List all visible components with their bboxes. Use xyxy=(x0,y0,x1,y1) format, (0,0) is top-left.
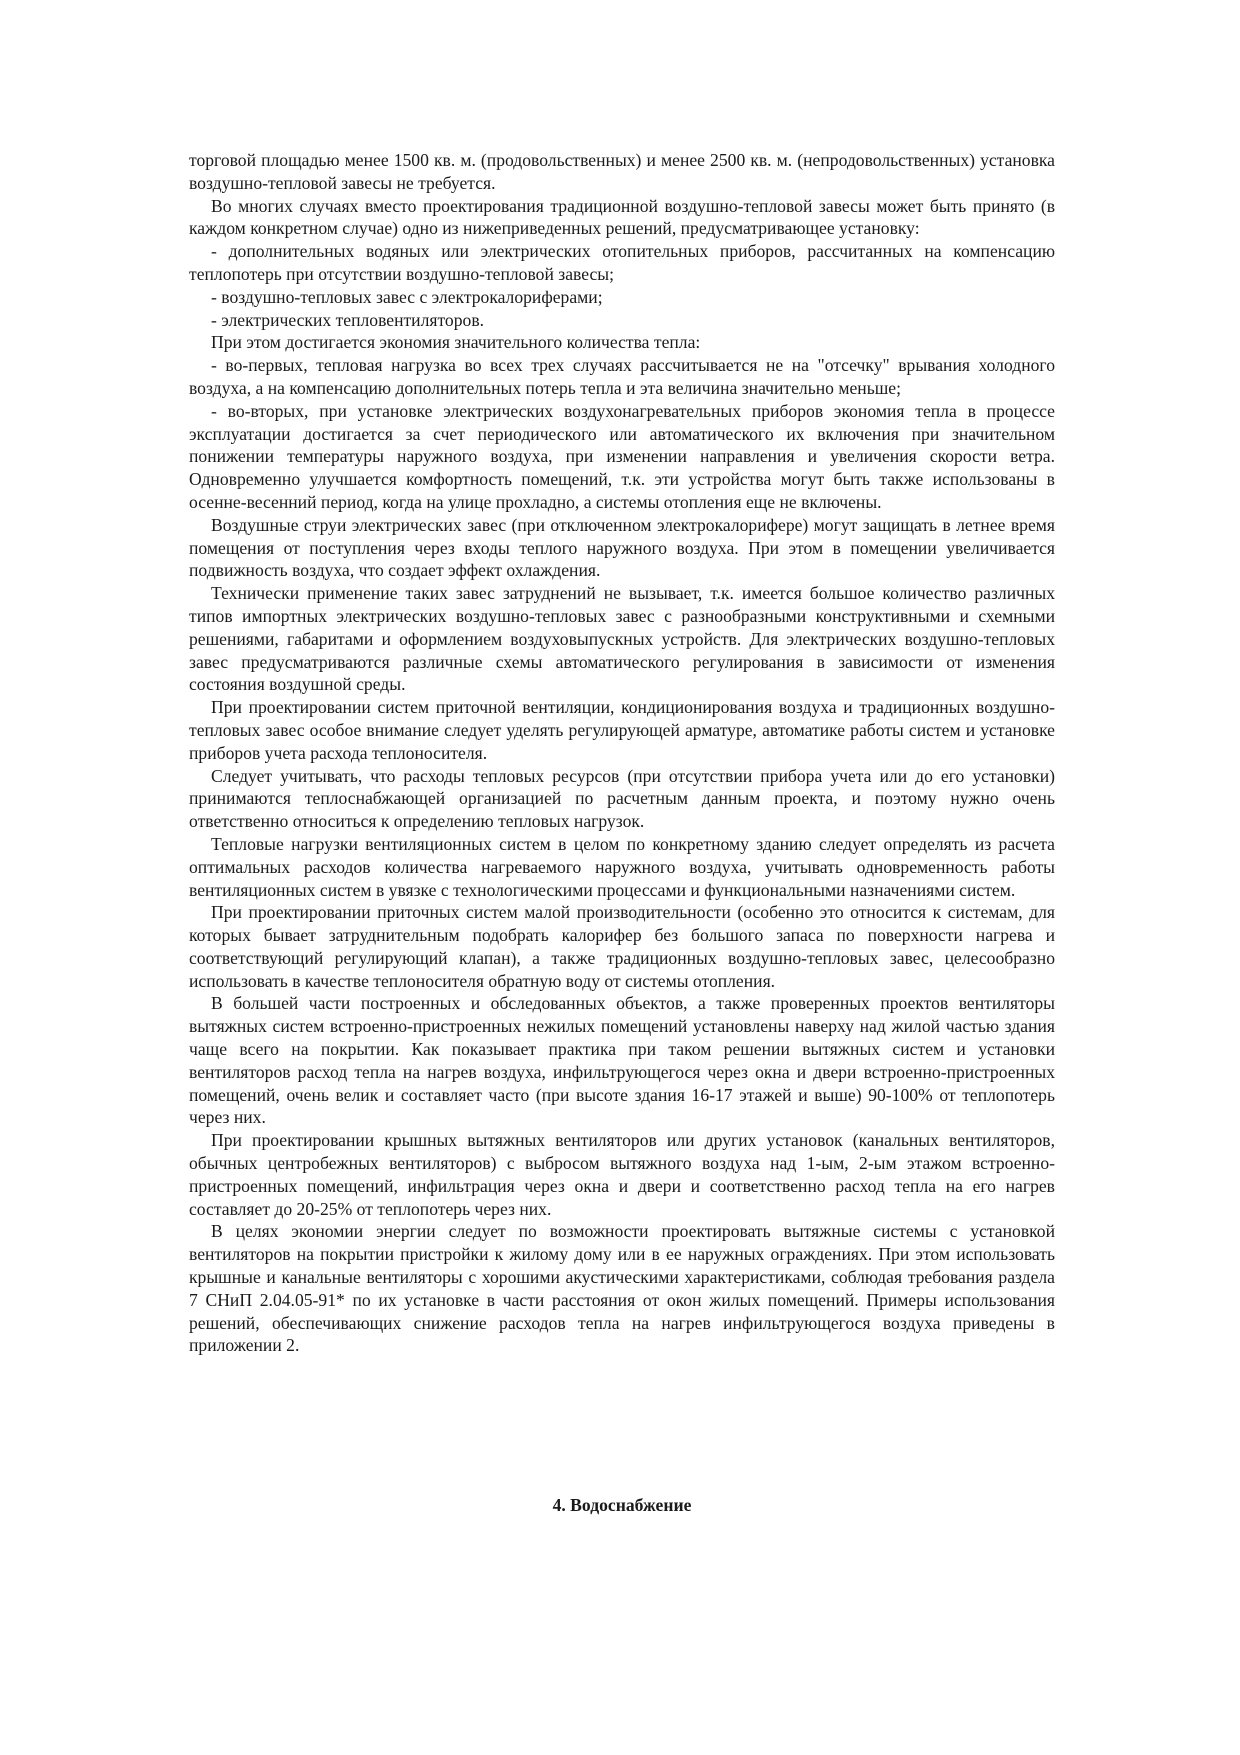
paragraph: Воздушные струи электрических завес (при отключенном электрокалорифере) могут защищать в летнее время помещения от поступления через входы теплого наружного воздуха. При этом в помещении увеличивается подвижность воздуха, что создает эффект охлаждения. xyxy=(189,514,1055,581)
section-heading: 4. Водоснабжение xyxy=(552,1495,692,1515)
paragraph: Следует учитывать, что расходы тепловых ресурсов (при отсутствии прибора учета или до его установки) принимаются теплоснабжающей организацией по расчетным данным проекта, и поэтому нужно очень ответственно относиться к определению тепловых нагрузок. xyxy=(189,765,1055,832)
paragraph: Технически применение таких завес затруднений не вызывает, т.к. имеется большое количество различных типов импортных электрических воздушно-тепловых завес с разнообразными конструктивными и схемными решениями, габаритами и оформлением воздуховыпускных устройств. Для электрических воздушно-тепловых завес предусматриваются различные схемы автоматического регулирования в зависимости от изменения состояния воздушной среды. xyxy=(189,583,1055,695)
paragraph: - воздушно-тепловых завес с электрокалориферами; xyxy=(211,286,603,307)
paragraph: Тепловые нагрузки вентиляционных систем в целом по конкретному зданию следует определять из расчета оптимальных расходов количества нагреваемого наружного воздуха, учитывать одновременность работы вентиляционных систем в увязке с технологическими процессами и функциональными назначениями систем. xyxy=(189,833,1055,900)
paragraph: В целях экономии энергии следует по возможности проектировать вытяжные системы с установкой вентиляторов на покрытии пристройки к жилому дому или в ее наружных ограждениях. При этом использовать крышные и канальные вентиляторы с хорошими акустическими характеристиками, соблюдая требования раздела 7 СНиП 2.04.05-91* по их установке в части расстояния от окон жилых помещений. Примеры использования решений, обеспечивающих снижение расходов тепла на нагрев инфильтрующегося воздуха приведены в приложении 2. xyxy=(189,1221,1055,1356)
paragraph: - во-первых, тепловая нагрузка во всех трех случаях рассчитывается не на "отсечку" врывания холодного воздуха, а на компенсацию дополнительных потерь тепла и эта величина значительно меньше; xyxy=(189,355,1055,398)
paragraph: торговой площадью менее 1500 кв. м. (продовольственных) и менее 2500 кв. м. (непродовольственных) установка воздушно-тепловой завесы не требуется. xyxy=(189,150,1055,193)
paragraph: - во-вторых, при установке электрических воздухонагревательных приборов экономия тепла в процессе эксплуатации достигается за счет периодического или автоматического их включения при значительном понижении температуры наружного воздуха, при изменении направления и увеличения скорости ветра. Одновременно улучшается комфортность помещений, т.к. эти устройства могут быть также использованы в осенне-весенний период, когда на улице прохладно, а системы отопления еще не включены. xyxy=(189,400,1055,512)
paragraph: Во многих случаях вместо проектирования традиционной воздушно-тепловой завесы может быть принято (в каждом конкретном случае) одно из нижеприведенных решений, предусматривающее установку: xyxy=(189,195,1055,239)
paragraph: - электрических тепловентиляторов. xyxy=(211,309,485,330)
paragraph: При этом достигается экономия значительного количества тепла: xyxy=(211,332,701,353)
paragraph: - дополнительных водяных или электрических отопительных приборов, рассчитанных на компенсацию теплопотерь при отсутствии воздушно-тепловой завесы; xyxy=(189,241,1055,284)
paragraph: При проектировании систем приточной вентиляции, кондиционирования воздуха и традиционных воздушно-тепловых завес особое внимание следует уделять регулирующей арматуре, автоматике работы систем и установке приборов учета расхода теплоносителя. xyxy=(189,697,1055,763)
body-text xyxy=(189,149,1055,1357)
paragraph: В большей части построенных и обследованных объектов, а также проверенных проектов вентиляторы вытяжных систем встроенно-пристроенных нежилых помещений установлены наверху над жилой частью здания чаще всего на покрытии. Как показывает практика при таком решении вытяжных систем и установки вентиляторов расход тепла на нагрев воздуха, инфильтрующегося через окна и двери встроенно-пристроенных помещений, очень велик и составляет часто (при высоте здания 16-17 этажей и выше) 90-100% от теплопотерь через них. xyxy=(189,993,1055,1128)
paragraph: При проектировании крышных вытяжных вентиляторов или других установок (канальных вентиляторов, обычных центробежных вентиляторов) с выбросом вытяжного воздуха над 1-ым, 2-ым этажом встроенно-пристроенных помещений, инфильтрация через окна и двери и соответственно расход тепла на его нагрев составляет до 20-25% от теплопотерь через них. xyxy=(189,1130,1055,1219)
paragraph: При проектировании приточных систем малой производительности (особенно это относится к системам, для которых бывает затруднительным подобрать калорифер без большого запаса по поверхности нагрева и соответствующий регулирующий клапан), а также традиционных воздушно-тепловых завес, целесообразно использовать в качестве теплоносителя обратную воду от системы отопления. xyxy=(189,902,1055,991)
